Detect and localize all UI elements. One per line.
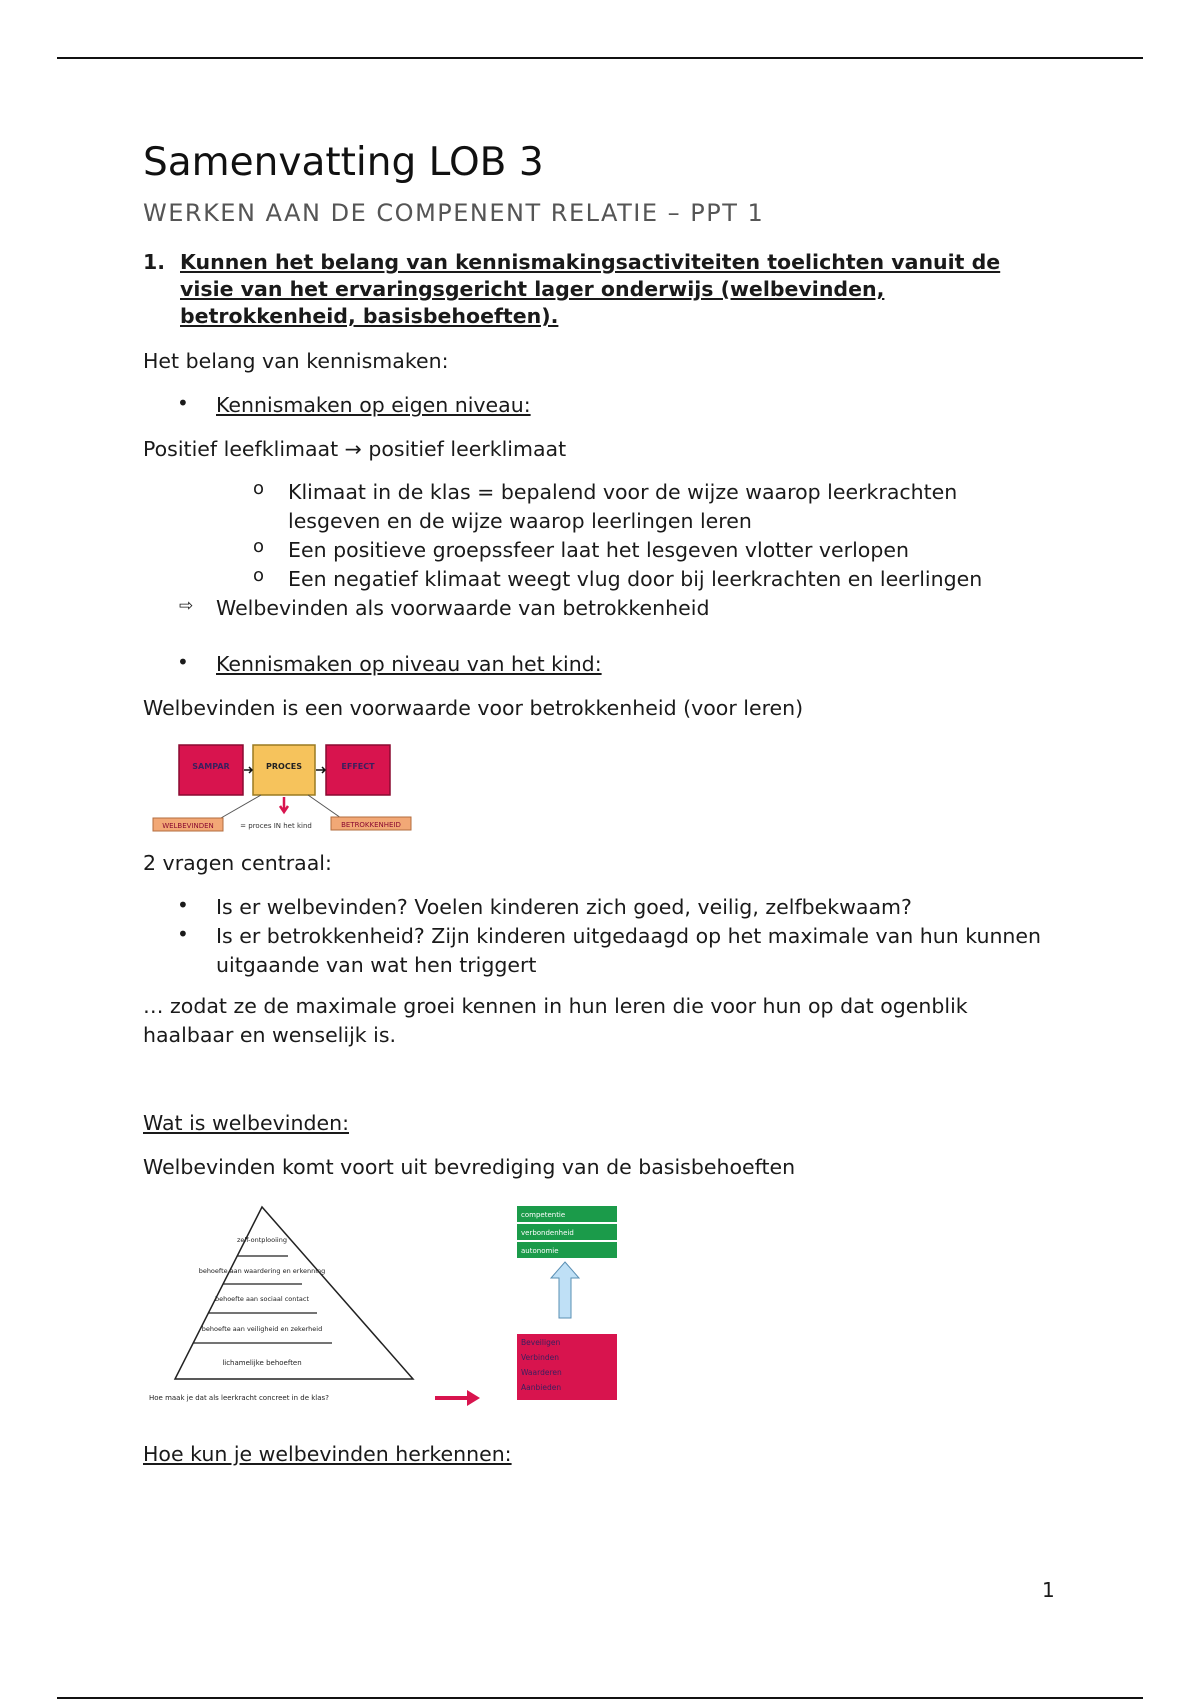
pyramid-level: behoefte aan sociaal contact [214, 1295, 310, 1303]
paragraph-zodat: … zodat ze de maximale groei kennen in hun leren die voor hun op dat ogenblik haalbaar en wenselijk is. [143, 994, 968, 1047]
sub-item-negatief: Een negatief klimaat weegt vlug door bij leerkrachten en leerlingen [288, 567, 983, 591]
right-arrow-icon [435, 1390, 480, 1406]
action-verbinden: Verbinden [521, 1353, 559, 1362]
section-heading-text: Kunnen het belang van kennismakingsactiviteiten toelichten vanuit de visie van het ervaringsgericht lager onderwijs (welbevinden, betrokkenheid, basisbehoeften). [180, 250, 1001, 328]
sub-item-groepssfeer: Een positieve groepssfeer laat het lesgeven vlotter verlopen [288, 538, 909, 562]
diagram-caption: Hoe maak je dat als leerkracht concreet in de klas? [149, 1394, 329, 1402]
heading-herkennen: Hoe kun je welbevinden herkennen: [143, 1442, 512, 1466]
paragraph-belang: Het belang van kennismaken: [143, 349, 449, 373]
bottom-rule [57, 1697, 1143, 1699]
arrow-icon [244, 767, 252, 773]
bullet-dot-icon: • [177, 922, 189, 946]
label-proces: PROCES [266, 762, 302, 771]
label-proces-kind: = proces IN het kind [240, 822, 312, 830]
label-welbevinden: WELBEVINDEN [162, 822, 214, 830]
pyramid-outline [175, 1207, 413, 1379]
top-rule [57, 57, 1143, 59]
circle-bullet-icon: o [253, 565, 265, 586]
page-subtitle: WERKEN AAN DE COMPENENT RELATIE – PPT 1 [143, 199, 765, 227]
arrow-icon [316, 767, 325, 773]
circle-bullet-icon: o [253, 478, 265, 499]
down-arrow-icon [280, 797, 288, 812]
pyramid-level: behoefte aan veiligheid en zekerheid [201, 1325, 323, 1333]
vraag-welbevinden: Is er welbevinden? Voelen kinderen zich goed, veilig, zelfbekwaam? [216, 895, 912, 919]
up-arrow-icon [551, 1262, 579, 1318]
bullet-dot-icon: • [177, 650, 189, 674]
label-betrokkenheid: BETROKKENHEID [341, 821, 401, 829]
section-heading-number: 1. [143, 250, 166, 274]
needs-diagram [145, 1198, 625, 1414]
section-heading [143, 249, 1063, 334]
need-autonomie: autonomie [521, 1247, 559, 1255]
action-beveiligen: Beveiligen [521, 1338, 561, 1347]
action-aanbieden: Aanbieden [521, 1383, 562, 1392]
bullet-dot-icon: • [177, 893, 189, 917]
connector-line [308, 795, 341, 818]
label-effect: EFFECT [341, 762, 375, 771]
heading-wat-is-welbevinden: Wat is welbevinden: [143, 1111, 350, 1135]
page-title: Samenvatting LOB 3 [143, 140, 544, 185]
paragraph-bevrediging: Welbevinden komt voort uit bevrediging van de basisbehoeften [143, 1155, 796, 1179]
circle-bullet-icon: o [253, 536, 265, 557]
pyramid-level: behoefte aan waardering en erkenning [198, 1267, 326, 1275]
need-verbondenheid: verbondenheid [521, 1229, 574, 1237]
paragraph-voorwaarde: Welbevinden is een voorwaarde voor betrokkenheid (voor leren) [143, 696, 804, 720]
paragraph-vragen: 2 vragen centraal: [143, 851, 332, 875]
bullet-dot-icon: • [177, 391, 189, 415]
bullet-niveau-kind: Kennismaken op niveau van het kind: [216, 652, 602, 676]
paragraph-leefklimaat: Positief leefklimaat → positief leerklimaat [143, 437, 567, 461]
vraag-betrokkenheid: Is er betrokkenheid? Zijn kinderen uitgedaagd op het maximale van hun kunnen uitgaande van wat hen triggert [216, 924, 1042, 977]
connector-line [221, 795, 261, 818]
arrow-bullet-icon: ⇨ [179, 596, 194, 616]
pyramid-level: lichamelijke behoeften [222, 1359, 302, 1367]
arrow-item-welbevinden: Welbevinden als voorwaarde van betrokkenheid [216, 596, 710, 620]
sub-item-klimaat: Klimaat in de klas = bepalend voor de wijze waarop leerkrachten lesgeven en de wijze waarop leerlingen leren [288, 480, 958, 533]
page-number: 1 [1042, 1578, 1055, 1602]
pyramid-level: zelf-ontplooiing [236, 1236, 288, 1244]
process-diagram [151, 742, 421, 834]
label-sampar: SAMPAR [192, 762, 230, 771]
need-competentie: competentie [521, 1211, 566, 1219]
bullet-eigen-niveau: Kennismaken op eigen niveau: [216, 393, 531, 417]
action-waarderen: Waarderen [521, 1368, 562, 1377]
